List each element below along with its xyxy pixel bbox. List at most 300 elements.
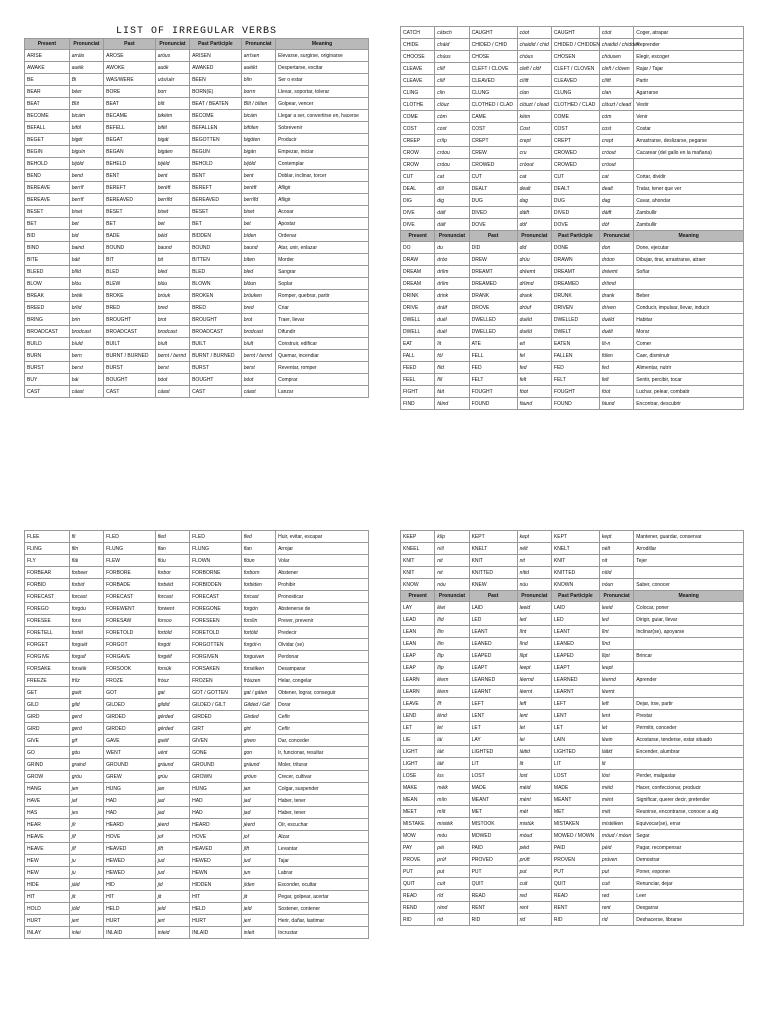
column-header-pron-present: Pronunciat	[69, 39, 103, 50]
column-header-past-participle: Past Participle	[190, 39, 242, 50]
cell-meaning: Huir, evitar, escapar	[276, 531, 369, 543]
cell-pron-participle: jert	[241, 915, 275, 927]
cell-pron-present: gild	[69, 699, 103, 711]
cell-pron-past: bóot	[155, 374, 189, 386]
cell-past: LENT	[469, 710, 517, 722]
table-row	[25, 711, 369, 723]
cell-pron-present: cost	[435, 123, 469, 135]
cell-meaning: Dar, conceder	[276, 735, 369, 747]
cell-present: FEED	[401, 362, 435, 374]
cell-meaning: Rajar / Tajar	[634, 63, 744, 75]
cell-past-participle: MISTAKEN	[551, 818, 599, 830]
table-row	[25, 651, 369, 663]
table-row	[25, 579, 369, 591]
cell-pron-participle: bijóld	[241, 158, 275, 170]
cell-pron-present: míin	[435, 794, 469, 806]
cell-pron-past: gildid	[155, 699, 189, 711]
cell-meaning: Reunirse, encontrarse, conocer a alg	[634, 806, 744, 818]
cell-present: LET	[401, 722, 435, 734]
cell-pron-past: kéim	[517, 111, 551, 123]
cell-past: LEFT	[469, 698, 517, 710]
cell-pron-past: cáast	[155, 386, 189, 398]
cell-past: BEAT	[104, 98, 156, 110]
table-row	[401, 866, 744, 878]
cell-pron-participle: dáift	[599, 207, 633, 219]
cell-meaning	[634, 567, 744, 579]
cell-pron-past: bíult	[155, 338, 189, 350]
cell-meaning: Comer	[634, 338, 744, 350]
cell-meaning	[634, 159, 744, 171]
table-row	[25, 194, 369, 206]
cell-past-participle: FORGOTTEN	[190, 639, 242, 651]
cell-pron-participle: leeid	[599, 602, 633, 614]
cell-pron-present: clin	[435, 87, 469, 99]
cell-past: KEPT	[469, 531, 517, 543]
cell-meaning: Acostarse, tenderse, estar situado	[634, 734, 744, 746]
cell-past: AWOKE	[104, 62, 156, 74]
cell-pron-present: fîil	[435, 374, 469, 386]
table-row	[401, 638, 744, 650]
cell-past: FORBORE	[104, 567, 156, 579]
cell-meaning: Construir, edificar	[276, 338, 369, 350]
cell-present: CLEAVE	[401, 63, 435, 75]
cell-pron-present: arráis	[69, 50, 103, 62]
cell-meaning: Dorar	[276, 699, 369, 711]
cell-present: FREEZE	[25, 675, 70, 687]
table-row	[401, 159, 744, 171]
cell-pron-participle: forbiden	[241, 579, 275, 591]
table-row	[401, 219, 744, 231]
table-row	[401, 290, 744, 302]
cell-past: FORETOLD	[104, 627, 156, 639]
table-row	[401, 254, 744, 266]
cell-pron-past: lent	[517, 710, 551, 722]
cell-pron-past: jit	[155, 891, 189, 903]
cell-present: LEAP	[401, 662, 435, 674]
cell-past: FELT	[469, 374, 517, 386]
table-row	[401, 662, 744, 674]
cell-past-participle: LEARNT	[551, 686, 599, 698]
cell-past: AROSE	[104, 50, 156, 62]
cell-past-participle: DUG	[551, 195, 599, 207]
cell-pron-past: lînt	[517, 626, 551, 638]
table-row	[25, 278, 369, 290]
cell-past: FELL	[469, 350, 517, 362]
table-row	[401, 135, 744, 147]
table-row	[25, 639, 369, 651]
cell-pron-present: drîim	[435, 278, 469, 290]
cell-meaning: Desgarrar	[634, 902, 744, 914]
cell-pron-present: bijóld	[69, 158, 103, 170]
cell-pron-present: dáif	[435, 207, 469, 219]
cell-meaning: Sobrevenir	[276, 122, 369, 134]
cell-meaning	[634, 278, 744, 290]
cell-pron-participle: bigóten	[241, 134, 275, 146]
cell-pron-past: dréemt	[517, 266, 551, 278]
cell-pron-participle: cost	[599, 123, 633, 135]
cell-past: MET	[469, 806, 517, 818]
cell-pron-present: lîid	[435, 614, 469, 626]
table-row	[25, 62, 369, 74]
cell-meaning: Abstener	[276, 567, 369, 579]
cell-pron-participle: forgón	[241, 603, 275, 615]
cell-past: HIT	[104, 891, 156, 903]
cell-pron-present: rîd	[435, 890, 469, 902]
cell-meaning: Dejar, irse, partir	[634, 698, 744, 710]
cell-pron-participle: dríven	[599, 302, 633, 314]
cell-pron-present: brin	[69, 314, 103, 326]
cell-meaning: Beber	[634, 290, 744, 302]
cell-past-participle: INLAID	[190, 927, 242, 939]
cell-past: BROADCAST	[104, 326, 156, 338]
cell-meaning: Morar	[634, 326, 744, 338]
cell-pron-participle: cóot	[599, 27, 633, 39]
cell-meaning: Conducir, impulsar, llevar, inducir	[634, 302, 744, 314]
cell-pron-present: jaf	[69, 795, 103, 807]
cell-pron-present: forbid	[69, 579, 103, 591]
table-row	[25, 735, 369, 747]
table-row	[401, 902, 744, 914]
cell-present: FORSAKE	[25, 663, 70, 675]
cell-pron-present: forcast	[69, 591, 103, 603]
cell-pron-participle: fáund	[599, 398, 633, 410]
cell-meaning: Colocar, poner	[634, 602, 744, 614]
cell-present: LAY	[401, 602, 435, 614]
cell-past: RID	[469, 914, 517, 926]
cell-present: GET	[25, 687, 70, 699]
table-row	[25, 663, 369, 675]
cell-pron-present: jáid	[69, 879, 103, 891]
table-row	[25, 843, 369, 855]
cell-pron-present: jert	[69, 915, 103, 927]
cell-present: BEGIN	[25, 146, 70, 158]
cell-present: LEARN	[401, 674, 435, 686]
cell-past: DWELLED	[469, 326, 517, 338]
cell-pron-participle: bled	[241, 266, 275, 278]
cell-past: DOVE	[469, 219, 517, 231]
cell-pron-participle: gat / gáten	[241, 687, 275, 699]
cell-pron-past: berst	[155, 362, 189, 374]
cell-past-participle: FORETOLD	[190, 627, 242, 639]
cell-present: KNEEL	[401, 543, 435, 555]
cell-meaning: Ser o estar	[276, 74, 369, 86]
cell-past: BUILT	[104, 338, 156, 350]
cell-past-participle: BEHOLD	[190, 158, 242, 170]
cell-past: DUG	[469, 195, 517, 207]
table-row	[401, 626, 744, 638]
cell-present: FEEL	[401, 374, 435, 386]
cell-pron-past: gérded	[155, 711, 189, 723]
cell-pron-present: rid	[435, 914, 469, 926]
cell-pron-past: jad	[155, 795, 189, 807]
cell-pron-past: drîimd	[517, 278, 551, 290]
cell-past: BROUGHT	[104, 314, 156, 326]
cell-past: BRED	[104, 302, 156, 314]
header-row	[401, 591, 744, 602]
cell-meaning: Permitir, conceder	[634, 722, 744, 734]
cell-meaning: Haber, tener	[276, 795, 369, 807]
cell-past: GIRDED	[104, 711, 156, 723]
cell-past-participle: FOUND	[551, 398, 599, 410]
cell-meaning: Ir, funcionar, resultar	[276, 747, 369, 759]
cell-pron-present: flin	[69, 543, 103, 555]
cell-past-participle: BEREAVED	[190, 194, 242, 206]
cell-pron-present: rénd	[435, 902, 469, 914]
cell-meaning: Moler, triturar	[276, 759, 369, 771]
cell-present: QUIT	[401, 878, 435, 890]
cell-past: LEARNT	[469, 686, 517, 698]
table-row	[25, 915, 369, 927]
cell-past-participle: CAUGHT	[551, 27, 599, 39]
cell-past-participle: KNELT	[551, 543, 599, 555]
cell-meaning: Arrastrarse, deslizarse, pegarse	[634, 135, 744, 147]
cell-pron-present: bái	[69, 374, 103, 386]
cell-past-participle: BESET	[190, 206, 242, 218]
cell-meaning: Cacarear (del gallo en la mañana)	[634, 147, 744, 159]
cell-past: WENT	[104, 747, 156, 759]
cell-pron-past: láitid	[517, 746, 551, 758]
cell-pron-present: fli	[69, 531, 103, 543]
cell-pron-past: drúu	[517, 254, 551, 266]
cell-pron-participle: îit-n	[599, 338, 633, 350]
cell-pron-past: jad	[155, 807, 189, 819]
cell-past-participle: FED	[551, 362, 599, 374]
table-row	[25, 326, 369, 338]
cell-pron-participle: dróon	[599, 254, 633, 266]
cell-past-participle: BLED	[190, 266, 242, 278]
cell-past-participle: GROUND	[190, 759, 242, 771]
cell-pron-present: frîiz	[69, 675, 103, 687]
cell-present: BEAT	[25, 98, 70, 110]
table-row	[401, 614, 744, 626]
cell-pron-participle: don	[599, 242, 633, 254]
cell-pron-participle: arrísen	[241, 50, 275, 62]
cell-past-participle: LAIN	[551, 734, 599, 746]
cell-pron-present: auéik	[69, 62, 103, 74]
cell-past: KNELT	[469, 543, 517, 555]
column-header-meaning: Meaning	[634, 231, 744, 242]
cell-past-participle: FLUNG	[190, 543, 242, 555]
cell-meaning: Acosar	[276, 206, 369, 218]
column-header-pron-present: Pronunciat	[435, 591, 469, 602]
cell-past: BOUND	[104, 242, 156, 254]
cell-pron-present: bicám	[69, 110, 103, 122]
cell-past-participle: LAID	[551, 602, 599, 614]
cell-present: FORGET	[25, 639, 70, 651]
cell-pron-present: lîip	[435, 650, 469, 662]
cell-meaning: Volar	[276, 555, 369, 567]
table-row	[401, 99, 744, 111]
table-row	[401, 111, 744, 123]
cell-pron-participle: borrn	[241, 86, 275, 98]
table-row	[401, 830, 744, 842]
cell-pron-participle: forséiken	[241, 663, 275, 675]
table-row	[25, 134, 369, 146]
cell-pron-participle: brodcast	[241, 326, 275, 338]
table-row	[401, 326, 744, 338]
header-row	[25, 39, 369, 50]
cell-past-participle: FORBORNE	[190, 567, 242, 579]
cell-pron-participle: bred	[241, 302, 275, 314]
table-row	[401, 531, 744, 543]
cell-pron-present: berrîf	[69, 182, 103, 194]
cell-past: HEWED	[104, 867, 156, 879]
cell-past-participle: DREAMT	[551, 266, 599, 278]
cell-pron-participle: Girded	[241, 711, 275, 723]
cell-meaning: Luchar, pelear, combatir	[634, 386, 744, 398]
table-row	[401, 555, 744, 567]
cell-pron-past: blúu	[155, 278, 189, 290]
cell-past-participle: CREPT	[551, 135, 599, 147]
cell-pron-past: jîft	[155, 843, 189, 855]
cell-present: FALL	[401, 350, 435, 362]
cell-pron-participle: Gilded / Gilt	[241, 699, 275, 711]
cell-meaning: Coger, atrapar	[634, 27, 744, 39]
cell-meaning: Comprar	[276, 374, 369, 386]
cell-meaning: Criar	[276, 302, 369, 314]
cell-past: GAVE	[104, 735, 156, 747]
cell-pron-present: forgóu	[69, 603, 103, 615]
cell-present: CUT	[401, 171, 435, 183]
cell-pron-participle: flan	[241, 543, 275, 555]
cell-present: HEAVE	[25, 843, 70, 855]
cell-pron-past: bigáen	[155, 146, 189, 158]
cell-meaning: Encontrar, descubrir	[634, 398, 744, 410]
cell-past-participle: LIGHTED	[551, 746, 599, 758]
table-row	[401, 746, 744, 758]
cell-pron-participle: jîft	[241, 843, 275, 855]
cell-meaning: Elevarse, surgirse, originarse	[276, 50, 369, 62]
cell-past: FLUNG	[104, 543, 156, 555]
cell-present: MOW	[401, 830, 435, 842]
cell-meaning: Doblar, inclinar, torcer	[276, 170, 369, 182]
cell-pron-past: duéld	[517, 326, 551, 338]
cell-pron-participle: jit	[241, 891, 275, 903]
table-row	[25, 350, 369, 362]
cell-meaning: Esconder, ocultar	[276, 879, 369, 891]
cell-past-participle: CROWED	[551, 159, 599, 171]
cell-pron-present: fîid	[435, 362, 469, 374]
verb-table-quadrant-3	[24, 530, 369, 939]
cell-present: MISTAKE	[401, 818, 435, 830]
header-row	[401, 231, 744, 242]
cell-pron-participle: forborn	[241, 567, 275, 579]
cell-meaning: Partir	[634, 75, 744, 87]
cell-pron-past: bent	[155, 170, 189, 182]
table-row	[25, 230, 369, 242]
table-row	[25, 110, 369, 122]
cell-pron-past: cleft / clóf	[517, 63, 551, 75]
cell-pron-past: bernt / bernd	[155, 350, 189, 362]
cell-past-participle: READ	[551, 890, 599, 902]
cell-present: KNOW	[401, 579, 435, 591]
cell-meaning: Golpear, vencer	[276, 98, 369, 110]
cell-present: BROADCAST	[25, 326, 70, 338]
cell-past-participle: KNOWN	[551, 579, 599, 591]
cell-meaning: Lanzar	[276, 386, 369, 398]
cell-pron-past: fortóld	[155, 627, 189, 639]
cell-pron-past: péid	[517, 842, 551, 854]
cell-pron-participle: put	[599, 866, 633, 878]
cell-meaning: Tejer	[634, 555, 744, 567]
cell-pron-participle: jun	[241, 867, 275, 879]
column-header-pron-present: Pronunciat	[435, 231, 469, 242]
cell-past-participle: EATEN	[551, 338, 599, 350]
cell-pron-past: dóf	[517, 219, 551, 231]
table-row	[25, 50, 369, 62]
table-row	[25, 182, 369, 194]
cell-pron-participle: bíult	[241, 338, 275, 350]
cell-pron-past: clíift	[517, 75, 551, 87]
table-row	[401, 686, 744, 698]
cell-pron-past: gérded	[155, 723, 189, 735]
cell-past-participle: BROADCAST	[190, 326, 242, 338]
cell-past: PAID	[469, 842, 517, 854]
cell-meaning: Leer	[634, 890, 744, 902]
cell-pron-past: bikéim	[155, 110, 189, 122]
cell-past: QUIT	[469, 878, 517, 890]
table-row	[25, 338, 369, 350]
cell-present: BEREAVE	[25, 194, 70, 206]
table-row	[401, 207, 744, 219]
cell-meaning	[634, 686, 744, 698]
cell-pron-participle: dealt	[599, 183, 633, 195]
cell-present: CLEAVE	[401, 75, 435, 87]
cell-past: LOST	[469, 770, 517, 782]
cell-past-participle: FORBIDDEN	[190, 579, 242, 591]
cell-past: BEFELL	[104, 122, 156, 134]
cell-present: BET	[25, 218, 70, 230]
cell-pron-present: jes	[69, 807, 103, 819]
table-row	[25, 879, 369, 891]
cell-past: BENT	[104, 170, 156, 182]
cell-present: EAT	[401, 338, 435, 350]
table-row	[25, 302, 369, 314]
cell-past: DREAMED	[469, 278, 517, 290]
verb-table	[24, 38, 369, 398]
cell-past: LIT	[469, 758, 517, 770]
cell-past-participle: LET	[551, 722, 599, 734]
cell-pron-participle: berrîfd	[241, 194, 275, 206]
cell-pron-past: forwent	[155, 603, 189, 615]
cell-pron-participle: jof	[241, 831, 275, 843]
table-row	[401, 27, 744, 39]
cell-pron-past: jud	[155, 867, 189, 879]
cell-pron-past: kept	[517, 531, 551, 543]
cell-pron-participle: baund	[241, 242, 275, 254]
cell-past-participle: LED	[551, 614, 599, 626]
cell-pron-participle: crept	[599, 135, 633, 147]
cell-pron-present: forséik	[69, 663, 103, 675]
cell-pron-present: lîin	[435, 638, 469, 650]
cell-pron-participle: bent	[241, 170, 275, 182]
cell-present: DWELL	[401, 326, 435, 338]
cell-pron-participle: forcast	[241, 591, 275, 603]
cell-meaning: Encender, alumbrar	[634, 746, 744, 758]
cell-pron-past: nit	[517, 555, 551, 567]
table-row	[25, 290, 369, 302]
table-row	[25, 759, 369, 771]
cell-past: DID	[469, 242, 517, 254]
cell-pron-participle: jan	[241, 783, 275, 795]
cell-present: HURT	[25, 915, 70, 927]
cell-pron-past: bred	[155, 302, 189, 314]
cell-pron-participle: Bîit / bîiten	[241, 98, 275, 110]
table-row	[25, 386, 369, 398]
cell-meaning: Crecer, cultivar	[276, 771, 369, 783]
cell-past: GOT	[104, 687, 156, 699]
cell-meaning: Hacer, confeccionar, producir	[634, 782, 744, 794]
